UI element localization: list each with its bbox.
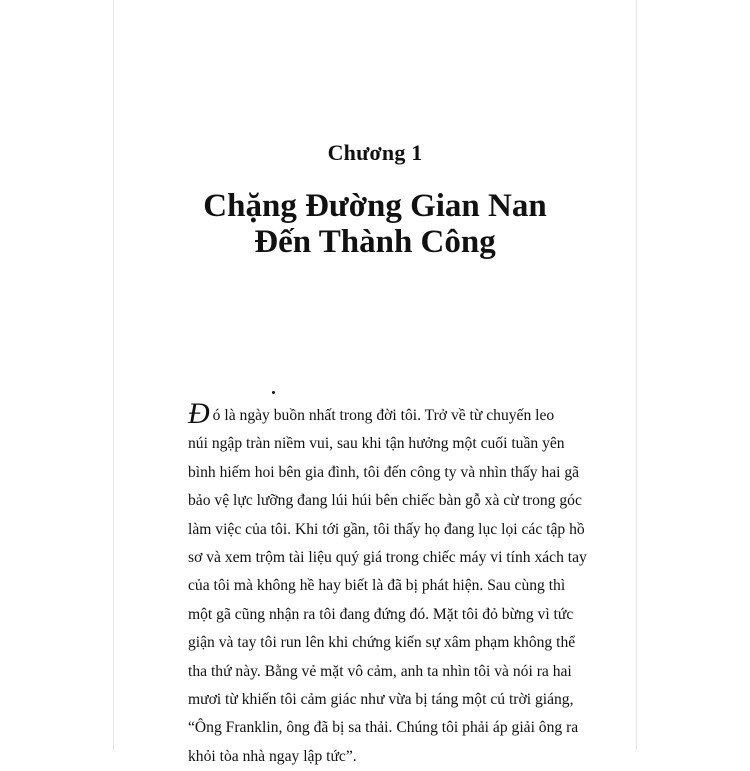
- body-line-5: làm việc của tôi. Khi tới gần, tôi thấy họ đang lục lọi các tập hồ: [188, 520, 585, 538]
- chapter-label: Chương 1: [327, 140, 423, 165]
- body-line-13: khỏi tòa nhà ngay lập tức”.: [188, 747, 357, 765]
- body-line-8: một gã cũng nhận ra tôi đang đứng đó. Mặt tôi đỏ bừng vì tức: [188, 605, 574, 623]
- body-line-6: sơ và xem trộm tài liệu quý giá trong chiếc máy vi tính xách tay: [188, 549, 587, 567]
- chapter-title: [0, 188, 750, 260]
- page-edge-left: [113, 0, 114, 750]
- page-edge-right: [636, 0, 637, 750]
- body-line-4: bảo vệ lực lưỡng đang lúi húi bên chiếc bàn gỗ xà cừ trong góc: [188, 492, 582, 510]
- body-line-3: bình hiếm hoi bên gia đình, tôi đến công ty và nhìn thấy hai gã: [188, 463, 580, 481]
- body-line-1: [188, 397, 578, 430]
- body-line-9: giận và tay tôi run lên khi chứng kiến sự xâm phạm không thể: [188, 634, 576, 652]
- body-line-1-text: ó là ngày buồn nhất trong đời tôi. Trở về từ chuyến leo: [212, 407, 555, 424]
- chapter-title-line-2: Đến Thành Công: [254, 224, 496, 260]
- body-line-12: “Ông Franklin, ông đã bị sa thải. Chúng tôi phải áp giải ông ra: [188, 719, 579, 737]
- drop-cap: Đ: [188, 397, 210, 430]
- body-line-2: núi ngập tràn niềm vui, sau khi tận hưởng một cuối tuần yên: [188, 435, 565, 453]
- body-paragraph: [188, 397, 587, 771]
- body-line-7: của tôi mà không hề hay biết là đã bị phát hiện. Sau cùng thì: [188, 577, 566, 595]
- body-line-11: mươi từ khiến tôi cảm giác như vừa bị táng một cú trời giáng,: [188, 691, 574, 709]
- ornament-dot: [272, 391, 275, 394]
- body-line-10: tha thứ này. Bằng vẻ mặt vô cảm, anh ta nhìn tôi và nói ra hai: [188, 662, 572, 680]
- chapter-title-line-1: Chặng Đường Gian Nan: [203, 188, 547, 224]
